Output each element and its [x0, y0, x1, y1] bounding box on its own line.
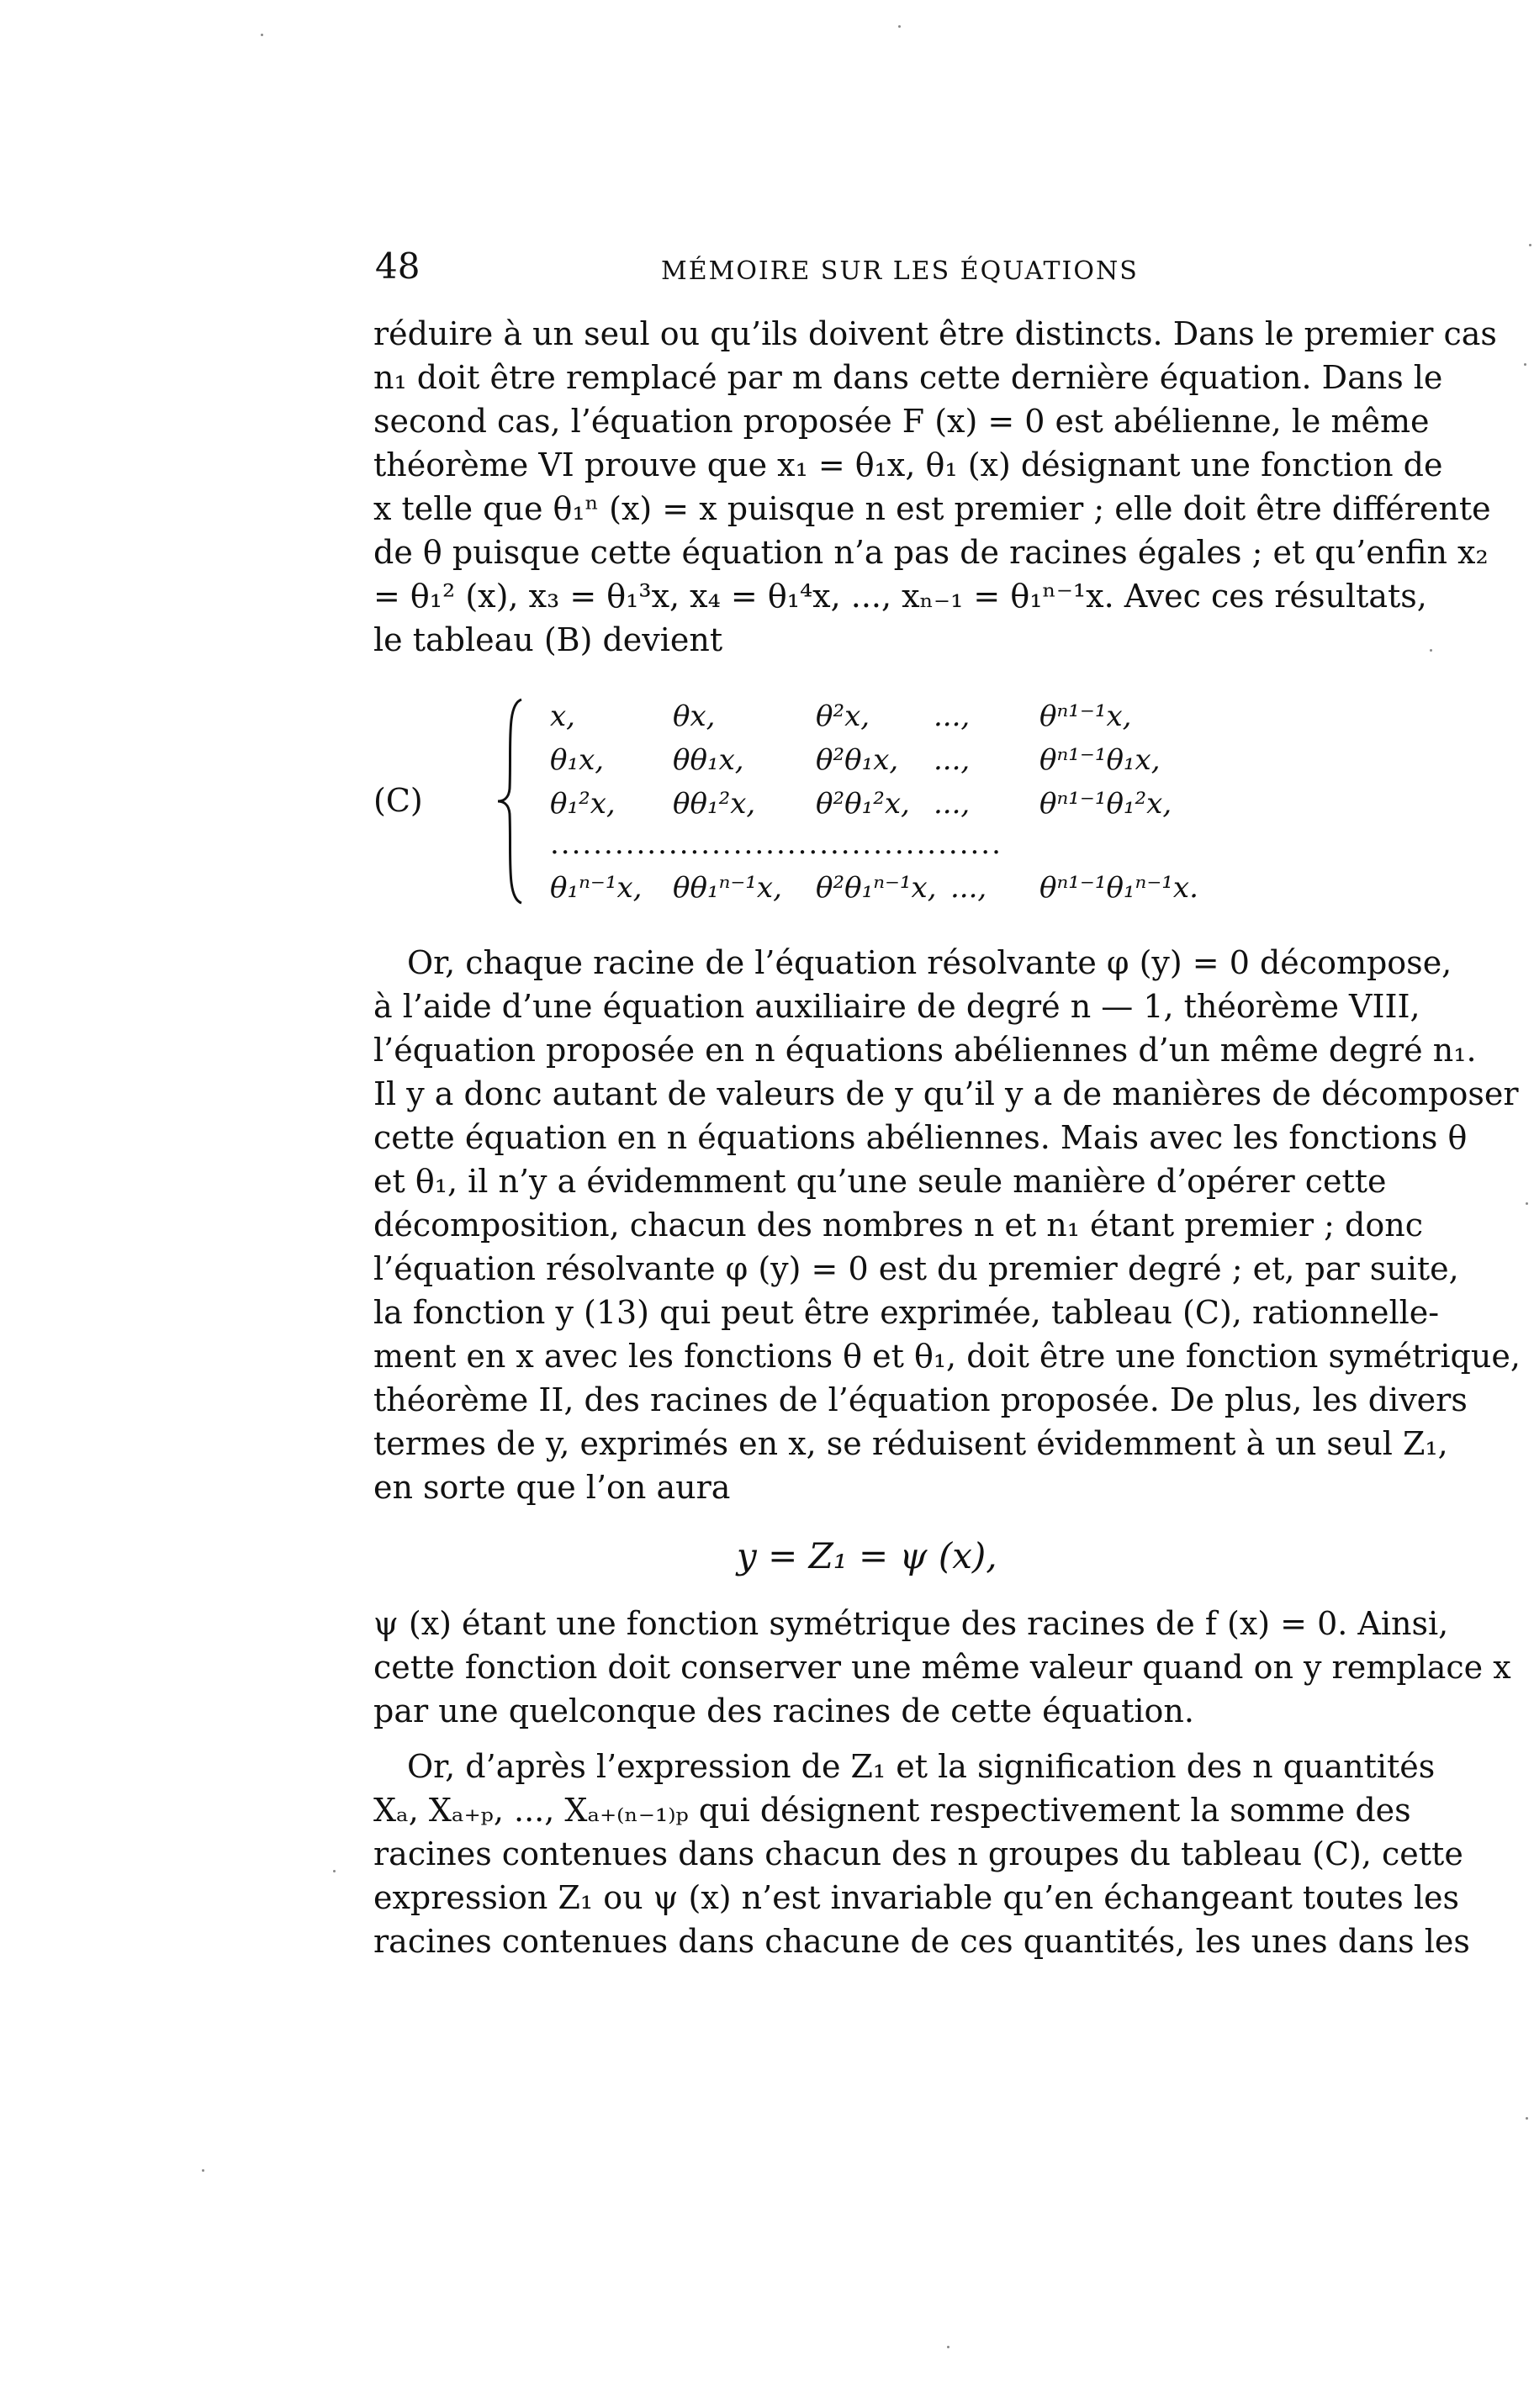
table-cell: θx, — [673, 700, 716, 733]
text-line: racines contenues dans chacun des n groupes du tableau (C), cette — [373, 1835, 1463, 1872]
scan-speck — [1524, 363, 1526, 366]
left-brace-icon — [496, 696, 530, 906]
scan-speck — [261, 34, 263, 36]
table-cell: θ²θ₁x, — [816, 743, 899, 777]
text-line: l’équation résolvante φ (y) = 0 est du premier degré ; et, par suite, — [373, 1250, 1459, 1287]
text-line: par une quelconque des racines de cette équation. — [373, 1692, 1194, 1729]
text-line: n₁ doit être remplacé par m dans cette dernière équation. Dans le — [373, 359, 1443, 396]
scan-speck — [898, 25, 901, 28]
text-line: et θ₁, il n’y a évidemment qu’une seule manière d’opérer cette — [373, 1163, 1387, 1200]
text-line: l’équation proposée en n équations abéliennes d’un même degré n₁. — [373, 1032, 1477, 1069]
table-cell: ..., — [950, 871, 987, 905]
scan-speck — [1430, 649, 1432, 652]
scan-speck — [947, 2346, 949, 2348]
display-equation: y = Z₁ = ψ (x), — [737, 1535, 997, 1576]
text-line: en sorte que l’on aura — [373, 1469, 731, 1506]
text-line: ment en x avec les fonctions θ et θ₁, doit être une fonction symétrique, — [373, 1338, 1521, 1375]
table-cell: θⁿ¹⁻¹θ₁²x, — [1039, 787, 1172, 821]
text-line: termes de y, exprimés en x, se réduisent évidemment à un seul Z₁, — [373, 1425, 1448, 1462]
text-line: ψ (x) étant une fonction symétrique des racines de f (x) = 0. Ainsi, — [373, 1605, 1449, 1642]
scan-speck — [1529, 244, 1531, 246]
table-cell: θⁿ¹⁻¹θ₁ⁿ⁻¹x. — [1039, 871, 1198, 905]
table-cell: θ²θ₁ⁿ⁻¹x, — [816, 871, 937, 905]
text-line: x telle que θ₁ⁿ (x) = x puisque n est premier ; elle doit être différente — [373, 490, 1491, 527]
table-cell: x, — [550, 700, 575, 733]
table-dot-leader: .......................................... — [550, 827, 1002, 861]
text-line: la fonction y (13) qui peut être exprimée, tableau (C), rationnelle- — [373, 1294, 1440, 1331]
text-line: cette équation en n équations abéliennes. Mais avec les fonctions θ — [373, 1119, 1468, 1156]
text-line: second cas, l’équation proposée F (x) = 0 est abélienne, le même — [373, 403, 1430, 440]
scan-speck — [333, 1870, 336, 1872]
text-line: expression Z₁ ou ψ (x) n’est invariable qu’en échangeant toutes les — [373, 1879, 1460, 1916]
table-cell: θ²x, — [816, 700, 870, 733]
text-line: le tableau (B) devient — [373, 621, 723, 658]
table-cell: θ₁ⁿ⁻¹x, — [550, 871, 643, 905]
table-cell: θⁿ¹⁻¹x, — [1039, 700, 1132, 733]
table-cell: θθ₁²x, — [673, 787, 756, 821]
text-line: racines contenues dans chacune de ces quantités, les unes dans les — [373, 1923, 1470, 1960]
table-cell: θ₁²x, — [550, 787, 616, 821]
scan-speck — [1526, 1202, 1528, 1205]
table-cell: ..., — [934, 787, 971, 821]
text-line: à l’aide d’une équation auxiliaire de degré n — 1, théorème VIII, — [373, 988, 1420, 1025]
text-line: théorème VI prouve que x₁ = θ₁x, θ₁ (x) désignant une fonction de — [373, 446, 1443, 483]
text-line: Or, chaque racine de l’équation résolvante φ (y) = 0 décompose, — [407, 944, 1452, 981]
table-cell: θθ₁ⁿ⁻¹x, — [673, 871, 782, 905]
text-line: = θ₁² (x), x₃ = θ₁³x, x₄ = θ₁⁴x, ..., xₙ₋₁ = θ₁ⁿ⁻¹x. Avec ces résultats, — [373, 578, 1427, 615]
page-number: 48 — [375, 246, 421, 287]
table-cell: ..., — [934, 743, 971, 777]
table-cell: θ²θ₁²x, — [816, 787, 910, 821]
scan-speck — [202, 2169, 204, 2172]
table-cell: θⁿ¹⁻¹θ₁x, — [1039, 743, 1161, 777]
text-line: décomposition, chacun des nombres n et n₁ étant premier ; donc — [373, 1207, 1424, 1244]
text-line: théorème II, des racines de l’équation proposée. De plus, les divers — [373, 1381, 1468, 1418]
text-line: de θ puisque cette équation n’a pas de racines égales ; et qu’enfin x₂ — [373, 534, 1489, 571]
table-label: (C) — [373, 782, 423, 819]
table-cell: θθ₁x, — [673, 743, 744, 777]
text-line: Il y a donc autant de valeurs de y qu’il y a de manières de décomposer — [373, 1075, 1519, 1112]
scan-speck — [1526, 2117, 1528, 2120]
text-line: réduire à un seul ou qu’ils doivent être distincts. Dans le premier cas — [373, 315, 1497, 352]
running-title: MÉMOIRE SUR LES ÉQUATIONS — [661, 256, 1139, 286]
text-line: Xₐ, Xₐ₊ₚ, ..., Xₐ₊₍ₙ₋₁₎ₚ qui désignent respectivement la somme des — [373, 1792, 1411, 1829]
text-line: cette fonction doit conserver une même valeur quand on y remplace x — [373, 1649, 1511, 1686]
table-cell: θ₁x, — [550, 743, 605, 777]
text-line: Or, d’après l’expression de Z₁ et la signification des n quantités — [407, 1748, 1436, 1785]
table-cell: ..., — [934, 700, 971, 733]
